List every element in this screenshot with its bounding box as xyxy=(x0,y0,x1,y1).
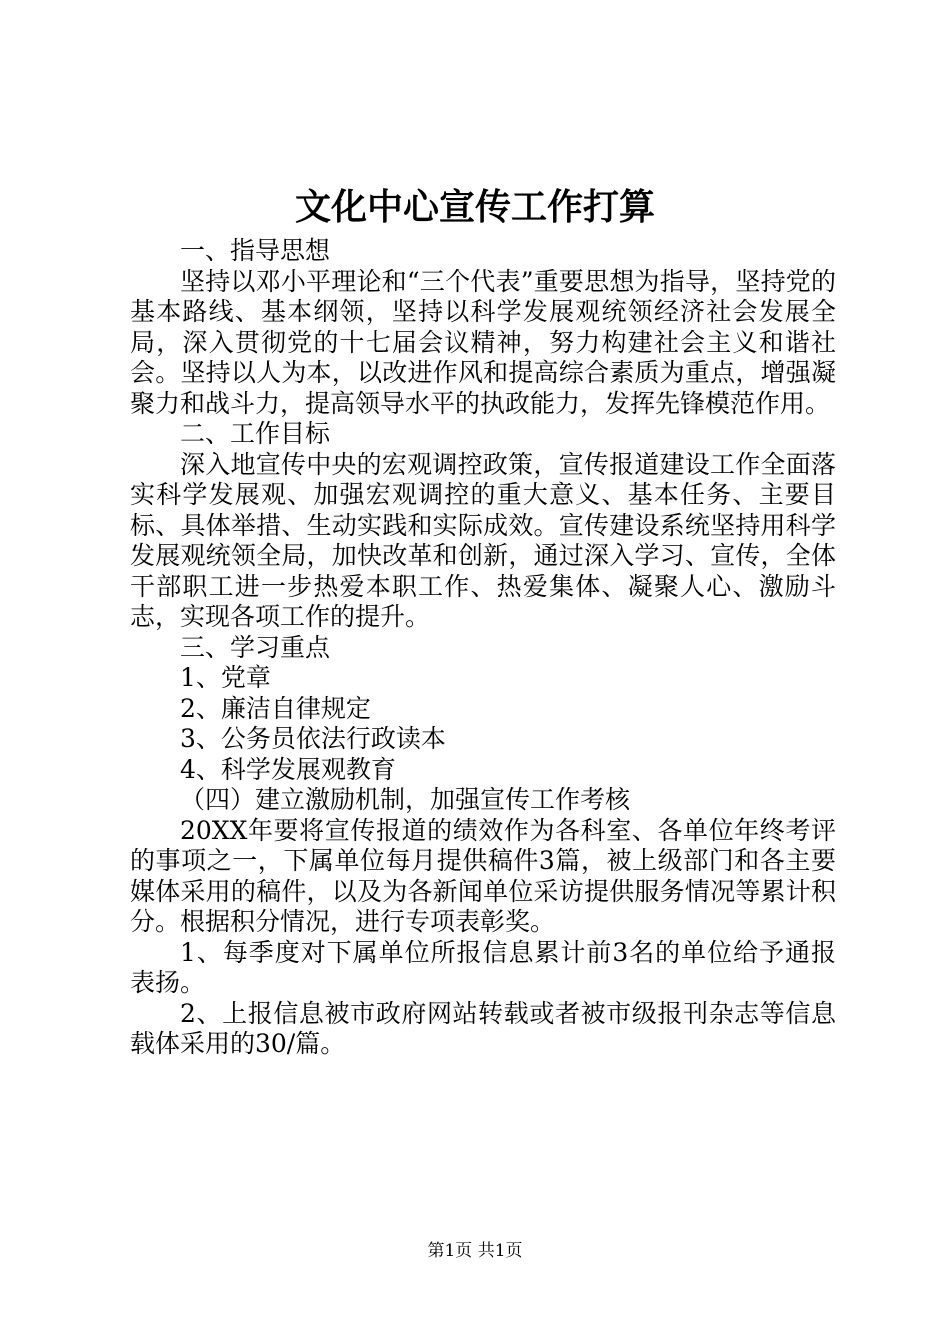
list-item-study-1: 1、党章 xyxy=(180,663,271,692)
paragraph-guiding-ideology: 坚持以邓小平理论和“三个代表”重要思想为指导，坚持党的基本路线、基本纲领，坚持以科学发展观统领经济社会发展全局，深入贯彻党的十七届会议精神，努力构建社会主义和谐社会。坚持以人为本，以改进作风和提高综合素质为重点，增强凝聚力和战斗力，提高领导水平的执政能力，发挥先锋模范作用。 xyxy=(130,266,836,418)
section-heading-guiding-ideology: 一、指导思想 xyxy=(180,236,331,265)
list-item-study-3: 3、公务员依法行政读本 xyxy=(180,724,446,753)
document-body xyxy=(130,236,836,1060)
paragraph-work-goals: 深入地宣传中央的宏观调控政策，宣传报道建设工作全面落实科学发展观、加强宏观调控的重大意义、基本任务、主要目标、具体举措、生动实践和实际成效。宣传建设系统坚持用科学发展观统领全局，加快改革和创新，通过深入学习、宣传，全体干部职工进一步热爱本职工作、热爱集体、凝聚人心、激励斗志，实现各项工作的提升。 xyxy=(130,449,836,631)
page-footer: 第1页 共1页 xyxy=(427,1241,523,1261)
paragraph-incentive: 20XX年要将宣传报道的绩效作为各科室、各单位年终考评的事项之一，下属单位每月提供稿件3篇，被上级部门和各主要媒体采用的稿件，以及为各新闻单位采访提供服务情况等累计积分。根据积分情况，进行专项表彰奖。 xyxy=(130,815,836,936)
section-heading-incentive: （四）建立激励机制，加强宣传工作考核 xyxy=(180,785,631,814)
section-heading-work-goals: 二、工作目标 xyxy=(180,419,331,448)
document-title: 文化中心宣传工作打算 xyxy=(294,187,655,228)
list-item-incentive-2: 2、上报信息被市政府网站转载或者被市级报刊杂志等信息载体采用的30/篇。 xyxy=(130,998,836,1058)
list-item-incentive-1: 1、每季度对下属单位所报信息累计前3名的单位给予通报表扬。 xyxy=(130,937,836,997)
list-item-study-2: 2、廉洁自律规定 xyxy=(180,693,371,723)
list-item-study-4: 4、科学发展观教育 xyxy=(180,754,396,784)
section-heading-study-focus: 三、学习重点 xyxy=(180,632,331,662)
